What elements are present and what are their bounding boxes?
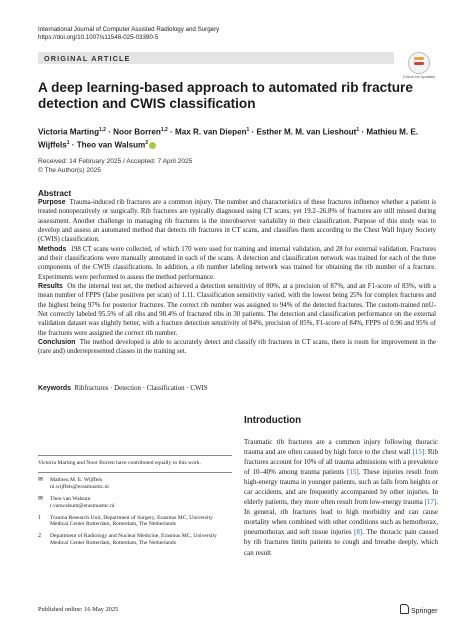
keywords	[38, 385, 208, 392]
abstract-methods	[38, 245, 436, 282]
keywords-text: Ribfractures · Detection · Classification · CWIS	[74, 385, 208, 392]
author-aff: 2	[145, 140, 148, 147]
conclusion-text: The method developed is able to accurately detect and classify rib fractures in CT scans, there is room for improvement in the (rare and) underrepresented classes in the training set.	[38, 338, 437, 356]
article-dates	[38, 157, 192, 175]
check-updates-badge[interactable]	[402, 52, 436, 80]
publisher-name: Springer	[411, 608, 438, 615]
abstract-body	[38, 198, 436, 357]
intro-text: . These injuries result from high-energy trauma in younger patients, such as falls from heights or car accidents, and are frequently accompanied by other injuries. In elderly patients, they more often result from low-energy trauma	[244, 468, 438, 507]
author-name[interactable]: Noor Borren	[113, 127, 161, 137]
intro-text: Traumatic rib fractures are a common injury following thoracic trauma and are often caused by high force to the chest wall	[244, 438, 438, 457]
journal-header	[38, 26, 219, 43]
author-aff: 1	[246, 127, 250, 133]
equal-contribution-text: Victoria Marting and Noor Borren have contributed equally to this work.	[38, 460, 201, 466]
journal-name: International Journal of Computer Assisted Radiology and Surgery	[38, 26, 220, 33]
abstract-results	[38, 282, 436, 338]
publisher-logo	[400, 604, 437, 615]
published-date: Published online: 16 May 2025	[38, 606, 119, 613]
keywords-label: Keywords	[38, 385, 71, 392]
corresponding-name: Theo van Walsum	[50, 495, 91, 502]
corresponding-name: Mathieu M. E. Wijffels	[50, 476, 102, 483]
introduction-heading: Introduction	[244, 415, 302, 426]
copyright: © The Author(s) 2025	[38, 167, 102, 174]
conclusion-label: Conclusion	[38, 338, 76, 346]
purpose-label: Purpose	[38, 199, 66, 206]
abstract-heading: Abstract	[38, 189, 72, 198]
orcid-icon[interactable]	[149, 142, 156, 149]
author-aff: 1,2	[99, 127, 106, 133]
citation-link[interactable]: [15]	[346, 468, 359, 477]
footnote-divider	[38, 455, 232, 456]
affiliation-text: Department of Radiology and Nuclear Medicine, Erasmus MC, University Medical Center Rotterdam, Rotterdam, The Netherlands	[50, 533, 217, 547]
introduction-body	[244, 437, 438, 558]
results-text: On the internal test set, the method achieved a detection sensitivity of 80%, at a precision of 87%, and an F1-score of 83%, with a mean number of FPPS (false positives per scan) of 1.11. Classification sensitivity varied, with the lowest being 25% for complex fractures and the highest being 97% for posterior fractures. The correct rib number was assigned to 94% of the detected fractures. The custom-trained nnU-Net correctly labeled 95.5% of all ribs and 98.4% of fractured ribs in 30 patients. The detection and classification performance on the external validation dataset was slightly better, with a fracture detection sensitivity of 84%, precision of 85%, F1-score of 84%, FPPS of 0.96 and 95% of the fractures were assigned the correct rib number.	[38, 282, 436, 337]
affiliation-number: 1	[38, 514, 41, 521]
author-name[interactable]: Victoria Marting	[38, 127, 100, 137]
article-title: A deep learning-based approach to automated rib fracture detection and CWIS classification	[38, 80, 413, 111]
intro-text: . Rib fractures account for 10% of all trauma admissions with a prevalence of 10–40% among trauma patients	[244, 448, 438, 477]
footnotes	[38, 455, 232, 552]
envelope-icon: ✉	[38, 495, 44, 502]
affiliation-text: Trauma Research Unit, Department of Surgery, Erasmus MC, University Medical Center Rotterdam, Rotterdam, The Netherlands	[50, 514, 213, 528]
intro-text: . In general, rib fractures lead to high morbidity and can cause mortality when combined with other conditions such as hemothorax, pneumothorax and soft tissue injuries	[244, 498, 438, 537]
affiliation-number: 2	[38, 533, 41, 540]
author-list: Victoria Marting$^{1,2}$ · Noor Borren$^{1,2}$ · Max R. van Diepen$^1$ · Esther M. M. van Lieshout$^1$ · Mathieu M. E. Wijffels$^1$ · Theo van Walsum$^2$	[38, 127, 419, 150]
corresponding-author	[38, 496, 232, 510]
doi-link[interactable]: https://doi.org/10.1007/s11548-025-03390-5	[38, 34, 159, 42]
citation-link[interactable]: [15]	[412, 448, 425, 457]
intro-text: . The thoracic pain caused by rib fractures limits patients to cough and breathe deeply, which can result	[244, 528, 439, 557]
affiliation-1	[38, 515, 232, 529]
article-type: ORIGINAL ARTICLE	[44, 53, 131, 63]
article-type-band	[38, 52, 394, 64]
citation-link[interactable]: [17]	[424, 498, 437, 507]
updates-icon	[408, 52, 430, 74]
citation-link[interactable]: [8]	[354, 528, 363, 537]
methods-text: 198 CT scans were collected, of which 170 were used for training and internal validation, and 28 for external validation. Fractures and their classifications were manually annotated in each of the scans. A detection and classification network was trained for each of the three components of the CWIS classifications. In addition, a rib number labeling network was trained for obtaining the rib number of a fracture. Experiments were performed to assess the method performance.	[38, 245, 436, 281]
corresponding-email[interactable]: m.wijffels@erasmusmc.nl	[50, 483, 109, 490]
author-aff: 1	[66, 140, 70, 147]
corresponding-email[interactable]: t.vanwalsum@erasmusmc.nl	[50, 502, 115, 509]
methods-label: Methods	[38, 245, 67, 253]
author-name[interactable]: Max R. van Diepen	[175, 127, 247, 137]
footnote-divider	[38, 472, 232, 473]
purpose-text: Trauma-induced rib fractures are a common injury. The number and characteristics of these fractures influence whether a patient is treated nonoperatively or surgically. Rib fractures are typically diagnosed using CT scans, yet 19.2–26.8% of fractures are still missed during assessment. Another challenge in managing rib fractures is the interobserver variability in their classification. Purpose of this study was to develop and assess an automated method that detects rib fractures in CT scans, and classifies them according to the Chest Wall Injury Society (CWIS) classification.	[38, 199, 437, 244]
author-name[interactable]: Theo van Walsum	[76, 140, 146, 150]
abstract-conclusion	[38, 338, 436, 357]
springer-horse-icon	[400, 604, 409, 614]
envelope-icon: ✉	[38, 476, 44, 483]
affiliation-2	[38, 533, 232, 547]
author-name[interactable]: Mathieu M. E. Wijffels	[38, 127, 419, 150]
introduction-paragraph	[244, 437, 438, 558]
received-accepted: Received: 14 February 2025 / Accepted: 7 April 2025	[38, 158, 193, 165]
abstract-purpose	[38, 198, 436, 245]
results-label: Results	[38, 282, 63, 290]
author-name[interactable]: Esther M. M. van Lieshout	[256, 127, 357, 137]
author-aff: 1	[356, 127, 360, 133]
author-aff: 1,2	[160, 127, 168, 133]
equal-contribution-note	[38, 460, 232, 467]
updates-label: Check for updates	[402, 74, 436, 79]
corresponding-author	[38, 477, 232, 491]
